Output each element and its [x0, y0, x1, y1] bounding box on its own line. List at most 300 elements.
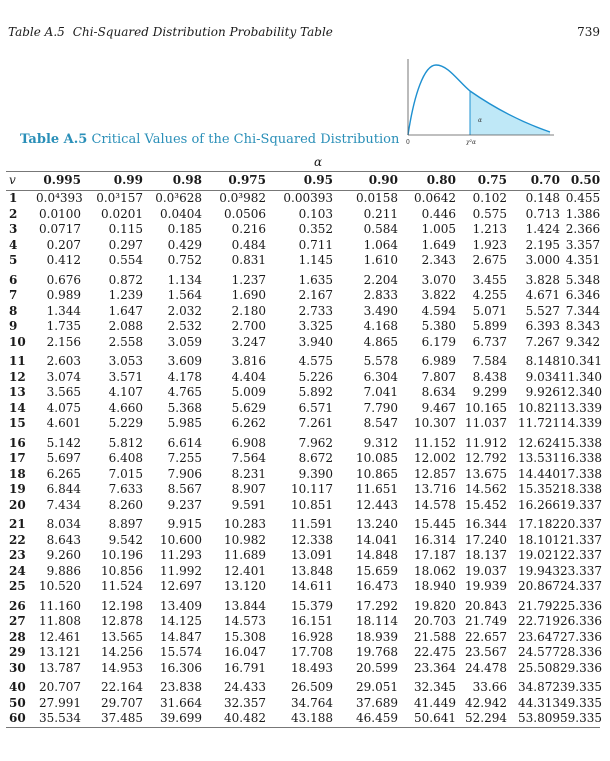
critical-value-cell: 5.578: [363, 354, 398, 368]
critical-value-cell: 25.336: [560, 598, 602, 613]
critical-value-cell: 3.070: [421, 272, 456, 287]
critical-value-cell: 0.584: [363, 222, 398, 236]
alpha-column-header: 0.95: [266, 172, 333, 191]
critical-value-cell: 0.575: [472, 206, 507, 221]
critical-value-cell: 0.148: [525, 191, 560, 205]
table-row: [6, 451, 600, 467]
critical-value-cell: 19.939: [465, 579, 507, 593]
critical-value-cell: 9.390: [298, 466, 333, 481]
critical-value-cell: 20.707: [39, 680, 81, 694]
critical-value-cell: 3.059: [167, 334, 202, 349]
alpha-column-header: 0.98: [143, 172, 202, 191]
critical-value-cell: 5.142: [46, 435, 81, 450]
critical-value-cell: 7.434: [46, 497, 81, 512]
degrees-of-freedom: 17: [9, 451, 26, 465]
degrees-of-freedom: 10: [9, 334, 26, 349]
critical-value-cell: 15.452: [465, 497, 507, 512]
critical-value-cell: 35.534: [36, 711, 81, 727]
critical-value-cell: 53.809: [507, 711, 560, 727]
table-row: [6, 482, 600, 498]
critical-value-cell: 11.152: [414, 435, 456, 450]
critical-value-cell: 10.085: [356, 451, 398, 465]
degrees-of-freedom: 1: [9, 191, 18, 205]
critical-value-cell: 37.485: [81, 711, 143, 727]
critical-value-cell: 7.564: [231, 451, 266, 465]
critical-value-cell: 25.508: [518, 660, 560, 675]
critical-value-cell: 14.256: [101, 645, 143, 659]
critical-value-cell: 9.926: [525, 385, 560, 399]
degrees-of-freedom: 21: [9, 517, 26, 531]
alpha-column-header: 0.90: [333, 172, 398, 191]
critical-value-cell: 49.335: [560, 695, 602, 710]
table-row: [6, 416, 600, 432]
critical-value-cell: 17.338: [560, 466, 602, 481]
table-row: [6, 533, 600, 549]
critical-value-cell: 12.792: [465, 451, 507, 465]
critical-value-cell: 26.336: [560, 614, 602, 628]
table-row: [6, 304, 600, 320]
critical-value-cell: 14.953: [101, 660, 143, 675]
alpha-column-header: 0.70: [507, 172, 560, 191]
critical-value-cell: 10.283: [224, 517, 266, 531]
critical-value-cell: 4.765: [167, 385, 202, 399]
critical-value-cell: 16.306: [160, 660, 202, 675]
critical-value-cell: 12.697: [160, 579, 202, 593]
critical-value-cell: 1.145: [298, 253, 333, 267]
critical-value-cell: 10.196: [101, 548, 143, 562]
degrees-of-freedom: 16: [9, 435, 26, 450]
alpha-column-header: 0.75: [456, 172, 507, 191]
critical-value-cell: 0.446: [421, 206, 456, 221]
critical-value-cell: 0.115: [108, 222, 143, 236]
critical-value-cell: 6.989: [421, 354, 456, 368]
critical-value-cell: 11.651: [356, 482, 398, 496]
critical-value-cell: 18.940: [414, 579, 456, 593]
critical-value-cell: 4.178: [167, 369, 202, 384]
critical-value-cell: 6.304: [363, 369, 398, 384]
critical-value-cell: 0.297: [108, 237, 143, 252]
critical-value-cell: 29.051: [356, 680, 398, 694]
critical-value-cell: 19.021: [518, 548, 560, 562]
table-row: [6, 467, 600, 483]
critical-value-cell: 17.182: [518, 517, 560, 531]
page-number: 739: [577, 25, 600, 39]
critical-value-cell: 19.820: [414, 598, 456, 613]
critical-value-cell: 39.699: [143, 711, 202, 727]
critical-value-cell: 20.337: [560, 517, 602, 531]
table-row: [6, 548, 600, 564]
critical-value-cell: 1.610: [363, 253, 398, 267]
critical-value-cell: 8.643: [46, 532, 81, 547]
critical-value-cell: 3.490: [363, 303, 398, 318]
table-row: [6, 595, 600, 615]
degrees-of-freedom: 24: [9, 563, 26, 578]
critical-value-cell: 8.034: [46, 517, 81, 531]
table-row: [6, 498, 600, 514]
critical-value-cell: 15.445: [414, 517, 456, 531]
critical-value-cell: 13.121: [39, 645, 81, 659]
table-row: [6, 335, 600, 351]
degrees-of-freedom: 11: [9, 354, 26, 368]
critical-value-cell: 2.833: [363, 288, 398, 302]
critical-value-cell: 32.357: [224, 695, 266, 710]
critical-value-cell: 3.940: [298, 334, 333, 349]
critical-value-cell: 20.843: [465, 598, 507, 613]
degrees-of-freedom: 9: [9, 319, 18, 333]
degrees-of-freedom: 30: [9, 660, 26, 675]
critical-value-cell: 23.567: [465, 645, 507, 659]
critical-value-cell: 24.577: [518, 645, 560, 659]
critical-value-cell: 18.114: [356, 614, 398, 628]
critical-value-cell: 9.260: [46, 548, 81, 562]
alpha-column-header: 0.80: [398, 172, 456, 191]
critical-value-cell: 18.101: [518, 532, 560, 547]
critical-value-cell: 0.713: [525, 206, 560, 221]
critical-value-cell: 1.923: [472, 237, 507, 252]
critical-value-cell: 11.340: [560, 369, 602, 384]
critical-value-cell: 12.338: [291, 532, 333, 547]
critical-value-cell: 7.807: [421, 369, 456, 384]
critical-value-cell: 27.336: [560, 629, 602, 644]
degrees-of-freedom: 19: [9, 482, 26, 496]
degrees-of-freedom: 4: [9, 237, 18, 252]
critical-value-cell: 8.231: [231, 466, 266, 481]
critical-value-cell: 0.0404: [160, 206, 202, 221]
critical-value-cell: 7.633: [108, 482, 143, 496]
critical-value-cell: 6.908: [231, 435, 266, 450]
critical-value-cell: 59.335: [560, 711, 602, 725]
critical-value-cell: 5.009: [231, 385, 266, 399]
critical-value-cell: 2.180: [231, 303, 266, 318]
critical-value-cell: 5.229: [108, 416, 143, 430]
critical-value-cell: 1.424: [525, 222, 560, 236]
critical-value-cell: 20.867: [518, 579, 560, 593]
critical-value-cell: 6.737: [472, 334, 507, 349]
page-header: [8, 25, 600, 41]
critical-value-cell: 6.844: [46, 482, 81, 496]
critical-value-cell: 11.160: [39, 598, 81, 613]
critical-value-cell: 37.689: [356, 695, 398, 710]
critical-value-cell: 1.237: [231, 272, 266, 287]
critical-value-cell: 0.872: [108, 272, 143, 287]
critical-value-cell: 14.611: [291, 579, 333, 593]
critical-value-cell: 0.0201: [101, 206, 143, 221]
alpha-column-header: 0.995: [36, 172, 81, 191]
critical-value-cell: 11.037: [465, 416, 507, 430]
table-row: [6, 207, 600, 223]
critical-value-cell: 15.574: [160, 645, 202, 659]
critical-value-cell: 33.66: [472, 680, 507, 694]
critical-value-cell: 3.571: [108, 369, 143, 384]
critical-value-cell: 22.164: [101, 680, 143, 694]
critical-value-cell: 7.962: [298, 435, 333, 450]
critical-value-cell: 11.591: [291, 517, 333, 531]
critical-value-cell: 39.335: [560, 680, 602, 694]
critical-value-cell: 8.672: [298, 451, 333, 465]
critical-value-cell: 0.0³628: [155, 191, 202, 205]
critical-value-cell: 8.567: [167, 482, 202, 496]
critical-value-cell: 4.255: [472, 288, 507, 302]
critical-value-cell: 4.865: [363, 334, 398, 349]
table-row: [6, 238, 600, 254]
critical-value-cell: 8.634: [421, 385, 456, 399]
critical-value-cell: 6.262: [231, 416, 266, 430]
degrees-of-freedom: 25: [9, 579, 26, 593]
running-title: [8, 25, 333, 39]
critical-value-cell: 0.412: [46, 253, 81, 267]
table-row: [6, 676, 600, 696]
critical-value-cell: 4.671: [525, 288, 560, 302]
critical-value-cell: 14.578: [414, 497, 456, 512]
critical-value-cell: 0.207: [46, 237, 81, 252]
table-row: [6, 696, 600, 712]
degrees-of-freedom: 7: [9, 288, 18, 302]
critical-value-cell: 23.337: [560, 563, 602, 578]
critical-value-cell: 10.821: [518, 400, 560, 415]
header-title: Chi-Squared Distribution Probability Table: [72, 25, 333, 39]
degrees-of-freedom: 28: [9, 629, 26, 644]
critical-value-cell: 9.299: [472, 385, 507, 399]
critical-value-cell: 0.752: [167, 253, 202, 267]
alpha-area-label: α: [478, 117, 483, 124]
critical-value-cell: 0.711: [298, 237, 333, 252]
table-caption-prefix: Table A.5: [20, 132, 88, 147]
critical-value-cell: 2.366: [565, 222, 601, 236]
critical-value-cell: 4.601: [46, 416, 81, 430]
critical-value-cell: 3.816: [231, 354, 266, 368]
critical-value-cell: 16.151: [291, 614, 333, 628]
critical-value-cell: 11.293: [160, 548, 202, 562]
critical-value-cell: 3.565: [46, 385, 81, 399]
critical-value-cell: 3.609: [167, 354, 202, 368]
critical-value-cell: 5.697: [46, 451, 81, 465]
right-tail-area: [470, 91, 550, 135]
critical-value-cell: 12.401: [224, 563, 266, 578]
degrees-of-freedom: 2: [9, 206, 18, 221]
degrees-of-freedom: 3: [9, 222, 18, 236]
critical-value-cell: 10.856: [101, 563, 143, 578]
critical-value-cell: 16.314: [414, 532, 456, 547]
critical-value-cell: 18.062: [414, 563, 456, 578]
critical-value-cell: 21.588: [414, 629, 456, 644]
critical-value-cell: 9.542: [108, 532, 143, 547]
critical-value-cell: 0.0³157: [96, 191, 143, 205]
degrees-of-freedom: 60: [6, 711, 36, 727]
critical-value-cell: 14.041: [356, 532, 398, 547]
critical-value-cell: 3.000: [525, 253, 560, 267]
critical-value-cell: 12.443: [356, 497, 398, 512]
degrees-of-freedom: 18: [9, 466, 26, 481]
critical-value-cell: 7.906: [167, 466, 202, 481]
critical-value-cell: 43.188: [266, 711, 333, 727]
chi-squared-table: [6, 154, 600, 728]
critical-value-cell: 0.429: [167, 237, 202, 252]
degrees-of-freedom: 27: [9, 614, 26, 628]
critical-value-cell: 4.107: [108, 385, 143, 399]
critical-value-cell: 13.716: [414, 482, 456, 496]
critical-value-cell: 4.575: [298, 354, 333, 368]
critical-value-cell: 13.675: [465, 466, 507, 481]
critical-value-cell: 3.074: [46, 369, 81, 384]
critical-value-cell: 2.558: [108, 334, 143, 349]
critical-value-cell: 4.594: [421, 303, 456, 318]
table-row: [6, 253, 600, 269]
critical-value-cell: 8.148: [525, 354, 560, 368]
critical-value-cell: 0.0158: [356, 191, 398, 205]
degrees-of-freedom: 5: [9, 253, 18, 267]
critical-value-cell: 1.134: [167, 272, 202, 287]
critical-value-cell: 3.247: [231, 334, 266, 349]
table-row: [6, 350, 600, 370]
critical-value-cell: 44.313: [518, 695, 560, 710]
critical-value-cell: 1.344: [46, 303, 81, 318]
critical-value-cell: 2.733: [298, 303, 333, 318]
critical-value-cell: 9.886: [46, 563, 81, 578]
critical-value-cell: 13.848: [291, 563, 333, 578]
critical-value-cell: 15.338: [560, 435, 602, 450]
critical-value-cell: 17.708: [291, 645, 333, 659]
critical-value-cell: 2.156: [46, 334, 81, 349]
section-label: Table A.5: [8, 25, 65, 39]
critical-value-cell: 7.041: [363, 385, 398, 399]
critical-value-cell: 5.985: [167, 416, 202, 430]
critical-value-cell: 2.167: [298, 288, 333, 302]
degrees-of-freedom: 14: [9, 400, 26, 415]
critical-value-cell: 10.865: [356, 466, 398, 481]
critical-value-cell: 1.735: [46, 319, 81, 333]
critical-value-cell: 28.336: [560, 645, 602, 659]
critical-value-cell: 0.211: [363, 206, 398, 221]
critical-value-cell: 11.524: [101, 579, 143, 593]
critical-value-cell: 2.195: [525, 237, 560, 252]
table-row: [6, 222, 600, 238]
critical-value-cell: 0.185: [167, 222, 202, 236]
degrees-of-freedom: 40: [9, 680, 26, 694]
critical-value-cell: 4.168: [363, 319, 398, 333]
critical-value-cell: 10.600: [160, 532, 202, 547]
critical-value-cell: 1.005: [421, 222, 456, 236]
critical-value-cell: 12.624: [518, 435, 560, 450]
table-row: [6, 288, 600, 304]
critical-value-cell: 17.187: [414, 548, 456, 562]
v-column-header: v: [6, 172, 36, 191]
critical-value-cell: 0.676: [46, 272, 81, 287]
critical-value-cell: 2.032: [167, 303, 202, 318]
critical-value-cell: 0.989: [46, 288, 81, 302]
critical-value-cell: 29.336: [560, 660, 602, 675]
critical-value-cell: 12.857: [414, 466, 456, 481]
critical-value-cell: 5.527: [525, 303, 560, 318]
critical-value-cell: 5.348: [565, 272, 601, 287]
critical-value-cell: 5.368: [167, 400, 202, 415]
critical-value-cell: 19.337: [560, 497, 602, 512]
alpha-column-header: 0.99: [81, 172, 143, 191]
critical-value-cell: 13.531: [518, 451, 560, 465]
critical-value-cell: 6.346: [565, 288, 601, 302]
critical-value-cell: 22.719: [518, 614, 560, 628]
critical-value-cell: 20.703: [414, 614, 456, 628]
critical-value-cell: 41.449: [414, 695, 456, 710]
critical-value-cell: 2.675: [472, 253, 507, 267]
critical-value-cell: 16.473: [356, 579, 398, 593]
critical-value-cell: 3.822: [421, 288, 456, 302]
critical-value-cell: 13.565: [101, 629, 143, 644]
critical-value-cell: 26.509: [291, 680, 333, 694]
critical-value-cell: 5.892: [298, 385, 333, 399]
critical-value-cell: 46.459: [333, 711, 398, 727]
critical-value-cell: 18.338: [560, 482, 602, 496]
critical-value-cell: 14.847: [160, 629, 202, 644]
critical-value-cell: 0.0642: [414, 191, 456, 205]
degrees-of-freedom: 22: [9, 532, 26, 547]
critical-value-cell: 3.357: [565, 237, 601, 252]
critical-value-cell: 1.647: [108, 303, 143, 318]
critical-value-cell: 9.342: [565, 334, 601, 349]
table-row: [6, 614, 600, 630]
critical-value-cell: 1.649: [421, 237, 456, 252]
critical-value-cell: 0.831: [231, 253, 266, 267]
origin-label: 0: [406, 139, 410, 145]
alpha-column-header: 0.975: [202, 172, 266, 191]
table-row: [6, 191, 600, 207]
critical-value-cell: 5.380: [421, 319, 456, 333]
degrees-of-freedom: 26: [9, 598, 26, 613]
critical-value-cell: 0.102: [472, 191, 507, 205]
critical-value-cell: 8.907: [231, 482, 266, 496]
degrees-of-freedom: 13: [9, 385, 26, 399]
critical-value-cell: 0.103: [298, 206, 333, 221]
critical-value-label: χ²α: [466, 139, 477, 145]
critical-value-cell: 21.749: [465, 614, 507, 628]
critical-value-cell: 16.338: [560, 451, 602, 465]
critical-value-cell: 13.240: [356, 517, 398, 531]
critical-value-cell: 7.790: [363, 400, 398, 415]
critical-value-cell: 13.409: [160, 598, 202, 613]
critical-value-cell: 14.339: [560, 416, 602, 430]
critical-value-cell: 0.554: [108, 253, 143, 267]
critical-value-cell: 9.915: [167, 517, 202, 531]
table-caption-text: Critical Values of the Chi-Squared Distribution: [91, 132, 400, 147]
degrees-of-freedom: 15: [9, 416, 26, 430]
critical-value-cell: 3.053: [108, 354, 143, 368]
critical-value-cell: 4.404: [231, 369, 266, 384]
critical-value-cell: 15.352: [518, 482, 560, 496]
degrees-of-freedom: 50: [9, 695, 26, 710]
critical-value-cell: 3.455: [472, 272, 507, 287]
critical-value-cell: 19.943: [518, 563, 560, 578]
critical-value-cell: 0.0100: [39, 206, 81, 221]
table-row: [6, 630, 600, 646]
critical-value-cell: 7.584: [472, 354, 507, 368]
critical-value-cell: 31.664: [160, 695, 202, 710]
critical-value-cell: 13.844: [224, 598, 266, 613]
critical-value-cell: 16.791: [224, 660, 266, 675]
critical-value-cell: 42.942: [465, 695, 507, 710]
chi-squared-curve-figure: [398, 55, 560, 145]
critical-value-cell: 10.851: [291, 497, 333, 512]
critical-value-cell: 2.343: [421, 253, 456, 267]
critical-value-cell: 5.629: [231, 400, 266, 415]
table-row: [6, 645, 600, 661]
table-row: [6, 711, 600, 727]
critical-value-cell: 10.117: [291, 482, 333, 496]
critical-value-cell: 50.641: [398, 711, 456, 727]
table-row: [6, 564, 600, 580]
critical-value-cell: 16.344: [465, 517, 507, 531]
critical-value-cell: 0.455: [565, 191, 601, 205]
alpha-column-header: 0.50: [560, 172, 600, 191]
critical-value-cell: 4.075: [46, 400, 81, 415]
